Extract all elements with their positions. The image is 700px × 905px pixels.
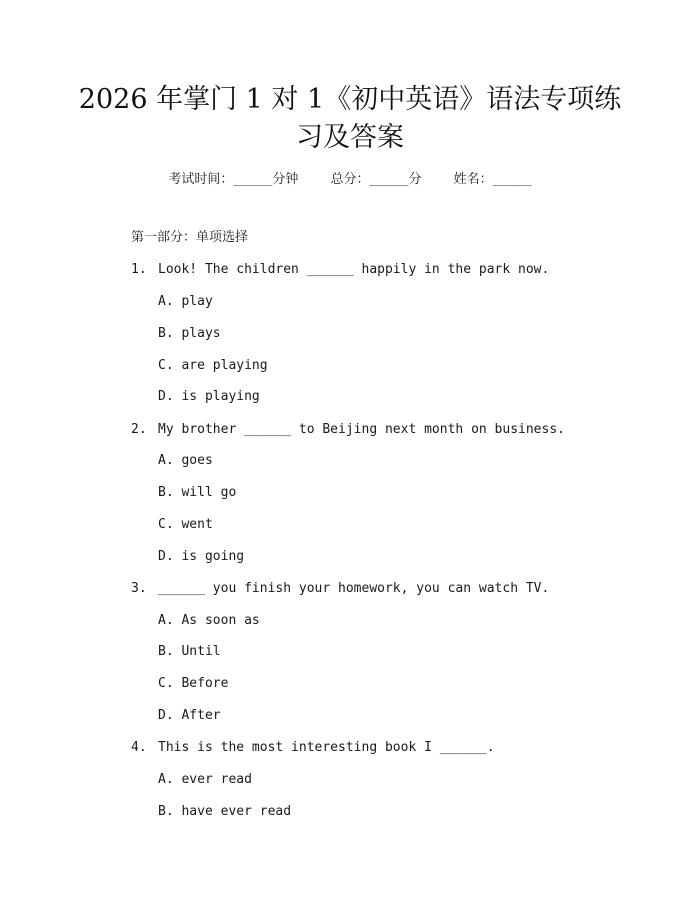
question-3-option-c: C. Before	[158, 676, 229, 691]
question-1-option-d: D. is playing	[158, 389, 260, 404]
question-1	[131, 261, 549, 279]
question-text: ______ you finish your homework, you can watch TV.	[158, 581, 550, 596]
question-2-option-d: D. is going	[158, 549, 245, 564]
question-4	[131, 739, 495, 757]
section-title: 第一部分：单项选择	[131, 230, 249, 245]
question-4-option-b: B. have ever read	[158, 804, 292, 819]
question-number: 2.	[131, 422, 147, 437]
question-2	[131, 421, 565, 439]
question-text: Look! The children ______ happily in the park now.	[158, 262, 550, 277]
question-1-option-b: B. plays	[158, 326, 221, 341]
question-3-option-a: A. As soon as	[158, 613, 260, 628]
question-2-option-c: C. went	[158, 517, 213, 532]
question-text: This is the most interesting book I ______.	[158, 740, 495, 755]
student-name-label: 姓名：______	[453, 172, 532, 187]
question-2-option-b: B. will go	[158, 485, 237, 500]
question-number: 3.	[131, 581, 147, 596]
question-1-option-a: A. play	[158, 294, 213, 309]
exam-meta	[0, 168, 700, 187]
question-4-option-a: A. ever read	[158, 772, 252, 787]
question-3-option-d: D. After	[158, 708, 221, 723]
question-3	[131, 580, 549, 598]
question-number: 4.	[131, 740, 147, 755]
document-title-line-2: 习及答案	[296, 122, 404, 153]
question-text: My brother ______ to Beijing next month on business.	[158, 422, 565, 437]
document-title-line-1: 2026 年掌门 1 对 1《初中英语》语法专项练	[78, 84, 622, 115]
question-number: 1.	[131, 262, 147, 277]
exam-time-label: 考试时间：______分钟	[168, 172, 299, 187]
question-1-option-c: C. are playing	[158, 358, 268, 373]
total-score-label: 总分：______分	[330, 172, 422, 187]
question-3-option-b: B. Until	[158, 644, 221, 659]
question-2-option-a: A. goes	[158, 453, 213, 468]
